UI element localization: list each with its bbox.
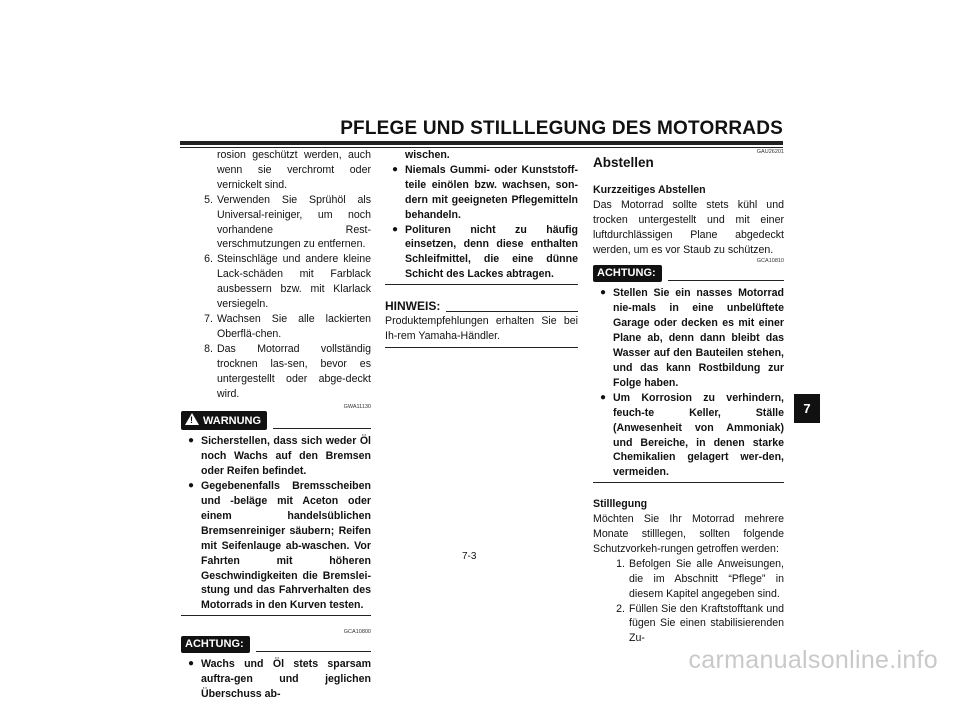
subheading-short-term: Kurzzeitiges Abstellen bbox=[593, 183, 706, 196]
section-code: GAU26201 bbox=[756, 149, 784, 155]
page-number: 7-3 bbox=[462, 551, 477, 562]
caution-item: ● Wachs und Öl stets sparsam auftra-gen und jeglichen Überschuss ab- bbox=[181, 657, 371, 702]
note-label: HINWEIS: bbox=[385, 299, 578, 314]
caution-label: ACHTUNG: bbox=[181, 636, 371, 653]
bullet-icon: ● bbox=[187, 435, 195, 447]
bullet-icon: ● bbox=[187, 658, 195, 670]
bullet-icon: ● bbox=[391, 223, 399, 235]
warning-label: !WARNUNG bbox=[181, 411, 371, 430]
paragraph-storage: Möchten Sie Ihr Motorrad mehrere Monate stilllegen, sollten folgende Schutzvorkeh-rungen getroffen werden: bbox=[593, 513, 784, 555]
continued-text: wischen. bbox=[405, 149, 450, 161]
column-1 bbox=[181, 148, 371, 702]
continued-text: rosion geschützt werden, auch wenn sie verchromt oder vernickelt sind. bbox=[217, 149, 371, 191]
column-2 bbox=[385, 148, 578, 348]
bullet-icon: ● bbox=[599, 287, 607, 299]
bullet-icon: ● bbox=[391, 163, 399, 175]
bullet-icon: ● bbox=[599, 391, 607, 403]
step-1: 1. Befolgen Sie alle Anweisungen, die im Abschnitt “Pflege” in diesem Kapitel angegeben sind. bbox=[616, 557, 784, 600]
watermark: carmanualsonline.info bbox=[688, 646, 938, 674]
section-heading: Abstellen bbox=[593, 155, 654, 170]
step-5: 5. Verwenden Sie Sprühöl als Universal-reiniger, um noch vorhandene Rest-verschmutzungen zu entfernen. bbox=[204, 193, 371, 251]
caution-item: ● Niemals Gummi- oder Kunststoff-teile einölen bzw. wachsen, son-dern mit geeigneten Pflegemitteln behandeln. bbox=[385, 163, 578, 223]
note-text: Produktempfehlungen erhalten Sie bei Ih-rem Yamaha-Händler. bbox=[385, 315, 578, 342]
bullet-icon: ● bbox=[187, 480, 195, 492]
caution-item: ● Um Korrosion zu verhindern, feuch-te Keller, Ställe (Anwesenheit von Ammoniak) und Bereiche, in denen starke Chemikalien gelagert wer-den, vermeiden. bbox=[593, 391, 784, 480]
step-7: 7. Wachsen Sie alle lackierten Oberflä-chen. bbox=[204, 312, 371, 340]
section-rule bbox=[181, 615, 371, 616]
subheading-storage: Stilllegung bbox=[593, 498, 648, 511]
caution-item: ● Stellen Sie ein nasses Motorrad nie-mals in eine unbelüftete Garage oder decken es mit einer Plane ab, denn dann bleibt das Wasser auf den Bauteilen stehen, und das kann Rostbildung zur Folge haben. bbox=[593, 286, 784, 390]
step-8: 8. Das Motorrad vollständig trocknen las-sen, bevor es untergestellt oder abge-deckt wird. bbox=[204, 342, 371, 400]
caution-item: ● Polituren nicht zu häufig einsetzen, denn diese enthalten Schleifmittel, die eine dünne Schicht des Lackes abtragen. bbox=[385, 223, 578, 283]
warning-triangle-icon bbox=[185, 413, 199, 425]
warning-code: GWA11130 bbox=[343, 404, 371, 411]
paragraph-short-term: Das Motorrad sollte stets kühl und trocken untergestellt und mit einer luftdurchlässigen Plane abgedeckt werden, um es vor Staub zu schützen. bbox=[593, 198, 784, 256]
step-2: 2. Füllen Sie den Kraftstofftank und fügen Sie einen stabilisierenden Zu- bbox=[616, 602, 784, 645]
page-title: PFLEGE UND STILLLEGUNG DES MOTORRADS bbox=[340, 118, 783, 139]
column-3 bbox=[593, 148, 784, 646]
caution-code: GCA10810 bbox=[756, 258, 784, 265]
section-rule bbox=[385, 347, 578, 348]
step-6: 6. Steinschläge und andere kleine Lack-schäden mit Farblack ausbessern bzw. mit Klarlack versiegeln. bbox=[204, 253, 371, 311]
warning-item: ● Sicherstellen, dass sich weder Öl noch Wachs auf den Bremsen oder Reifen befindet. bbox=[181, 434, 371, 479]
warning-item: ● Gegebenenfalls Bremsscheiben und -beläge mit Aceton oder einem handelsüblichen Bremsenreiniger säubern; Reifen mit Seifenlauge ab-waschen. Vor Fahrten mit höheren Geschwindigkeiten die Bremslei-stung und das Fahrverhalten des Motorrads in den Kurven testen. bbox=[181, 479, 371, 613]
title-rule bbox=[180, 141, 783, 145]
chapter-tab: 7 bbox=[794, 394, 820, 423]
caution-label: ACHTUNG: bbox=[593, 265, 784, 282]
caution-code: GCA10800 bbox=[343, 629, 371, 636]
